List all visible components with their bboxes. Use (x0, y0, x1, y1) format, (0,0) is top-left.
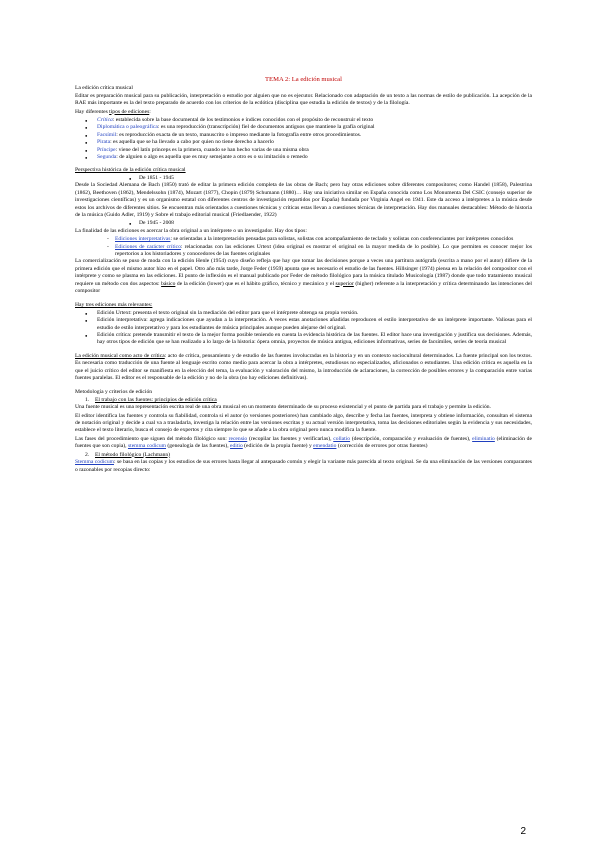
period-1: ● De 1851 - 1945 (75, 175, 532, 182)
paragraph-method-1: Una fuente musical es una representación escrita real de una obra musical en un momento determinado de su proceso existencial y el punto de partida para el trabajo y permite la edición. (75, 404, 491, 411)
paragraph-definition: Editar es preparación musical para su publicación, interpretación o estudio por alguien que no es ejecutor. Relacionado con adaptación de un texto a las normas de estilo de publicación. La acepción de la RAE más importante es la del texto preparado de acuerdo con los criterios de la ecdótica (disciplina que estudia la edición de textos) y de la filología. (75, 92, 532, 107)
period-2: ● De 1945 - 2008 (75, 220, 532, 227)
list-item: - Ediciones de carácter crítico: relacionadas con las ediciones Urtext (idea original es mostrar el original en la mayor medida de lo posible). Lo que permiten es conocer mejor los repertorios a los historiadores y conocedores de las fuentes originales (75, 244, 532, 259)
paragraph-method-2: El editor identifica las fuentes y controla su fiabilidad, controla si el autor (o versiones posteriores) han cambiado algo, describe y fecha las fuentes, interpreta y obtiene información, consultan el sistema de notación original y decide a cual va a trasladarla, investiga la relación entre las versiones escritas y su actual versión interpretativa, toma las decisiones editoriales según la evidencia y sus necesidades, establece el texto literario, busca el consejo de expertos y cita siempre lo que se añade a la obra original pero nunca modifica la fuente. (75, 412, 532, 434)
list-item: - Ediciones interpretativas: se orientadas a la interpretación pensadas para solistas, solistas con acompañamiento de teclado y solistas con conferenciantes por intérpretes conocidos (75, 236, 532, 243)
paragraph-history-2: La finalidad de las ediciones es acercar la obra original a un intérprete o un investigador. Hay dos tipos: (75, 227, 307, 234)
list-item: ● Edición crítica: pretende transmitir el texto de la mejor forma posible teniendo en cuenta la evidencia histórica de las fuentes. El editor hace una investigación y justifica sus decisiones. Además, hay otros tipos de edición que se han realizado a lo largo de la historia: ópera omnia, proyectos de música antigua, ediciones informativas, series de facsímiles, series de teoría musical (75, 332, 532, 347)
list-item: ● Facsímil: es reproducción exacta de un texto, manuscrito o impreso mediante la fotografía entre otros procedimientos. (75, 132, 532, 139)
list-item: ● Príncipe: viene del latín princeps es la primera, cuando se han hecho varias de una misma obra (75, 147, 532, 154)
edition-types-list (75, 117, 532, 161)
paragraph-method-3: Las fases del procedimiento que siguen del método filológico son: recensio (recopilar las fuentes y verificarlas), collatio (descripción, comparación y evaluación de fuentes), eliminatio (eliminación de fuentes que son copia), stemma codicum (genealogía de las fuentes), editio (edición de la propia fuente) y emendatio (corrección de errores por otras fuentes) (75, 435, 532, 450)
section-heading-methodology: Metodología y criterios de edición (75, 389, 153, 396)
relevant-editions-list (75, 310, 532, 347)
paragraph-history-3: La comercialización se puso de moda con la edición Henle (1954) cuyo diseño refleja que hay que tomar las decisiones porque a veces una partitura autógrafa (escrita a mano por el autor) difiere de la primera edición que el mismo autor hizo en el papel. Otro año más tarde, Jorge Feder (1959) apunta que es necesario el estudio de las fuentes. Hillsinger (1974) piensa en la relación del compositor con el intérprete y como se plasma en las ediciones. El punto de inflexión es el manual publicado por Feder de método filológico para la música titulado Musicología (1987) donde que todo tratamiento musical requiere un método con dos aspectos: básico de la edición (lower) que es el hábito gráfico, técnico y mecánico y el superior (higher) referente a la interpretación y crítica determinando las intenciones del compositor (75, 258, 532, 294)
paragraph-history-1: Desde la Sociedad Alemana de Bach (1850) trató de editar la primera edición completa de las obras de Bach; pero hay otras ediciones sobre diferentes compositores; como Handel (1858), Palestrina (1862), Beethoven (1862), Mendelssohn (1874), Mozart (1877), Chopin (1879) Schumann (1880)… Hay una iniciativa similar en España conocida como Los Monumenta Del CSIC (consejo superior de investigaciones científicas) y es un organismo estatal con diferentes centros de investigación repartidos por España) fundada por Virginia Angel en 1941. Este da acceso a intérpretes a la música desde estos los archivos de diferentes sitios. Se encuentran más orientados a cuestiones técnicas y críticas estas llevan a cuestiones técnicas de interpretación. Hay dos manuales destacables: Método de historia de la música (Guido Adler, 1919) y Sobre el trabajo editorial musical (Friedlaender, 1922) (75, 182, 532, 218)
page-title: TEMA 2: La edición musical (265, 76, 342, 83)
types-intro: Hay diferentes tipos de ediciones: (75, 108, 151, 115)
edition-kinds-list (75, 236, 532, 258)
section-heading-history: Perspectiva histórica de la edición crítica musical (75, 167, 186, 174)
numbered-heading-1: 1. El trabajo con las fuentes: principios de edición crítica (85, 396, 217, 403)
list-item: ● Edición Urtext: presenta el texto original sin la mediación del editor para que el intérprete obtenga su propia versión. (75, 310, 532, 317)
section-heading-relevant-editions: Hay tres ediciones más relevantes: (75, 302, 153, 309)
page-number: 2 (520, 826, 526, 837)
section-heading-critical-edition: La edición crítica musical (75, 85, 133, 92)
list-item: ● Diplomática o paleográfica: es una reproducción (transcripción) fiel de documentos antiguos que mantiene la grafía original (75, 124, 532, 131)
paragraph-critique: La edición musical como acto de crítica: acto de crítica, pensamiento y de estudio de las fuentes involucradas en la historia y en un contexto sociocultural determinados. La fuente principal son los textos. Es necesaria como traducción de una fuente al lenguaje escrito como medio para acercar la obra a intérpretes, estudiosos no especializados, aficionados o estudiantes. Una edición crítica es aquella en la que el juicio crítico del editor se manifiesta en la elección del tema, la evaluación y valoración del mismo, la introducción de aclaraciones, la corrección de posibles errores y la comparación entre varias fuentes paralelas. El editor es el responsable de la edición y no de la obra (no hay ediciones definitivas). (75, 352, 533, 382)
paragraph-method-4: Stemma codicum: se basa en las copias y los estudios de sus errores hasta llegar al antepasado común y elegir la variante más parecida al texto original. Se da una eliminación de las versiones comparantes o razonables por recopias directo: (75, 459, 532, 473)
list-item: ● Edición interpretativa: agrega indicaciones que ayudan a la interpretación. A veces estas anotaciones añadidas reproducen el estilo interpretativo de un intérprete importante. Valiosas para el estudio de estilo interpretativo y para los estudiantes de música principales aunque pueden alejarse del original. (75, 317, 532, 332)
numbered-heading-2: 2. El método filológico (Lachmann) (85, 451, 171, 458)
list-item: ● Segunda: de alguien o algo es aquella que es muy semejante a otro es o su imitación o remedo (75, 154, 532, 161)
page-content (75, 76, 532, 475)
list-item: ● Pirata: es aquella que se ha llevado a cabo por quien no tiene derecho a hacerlo (75, 139, 532, 146)
list-item: ● Crítica: establecida sobre la base documental de los testimonios e índices conocidos con el propósito de reconstruir el texto (75, 117, 532, 124)
